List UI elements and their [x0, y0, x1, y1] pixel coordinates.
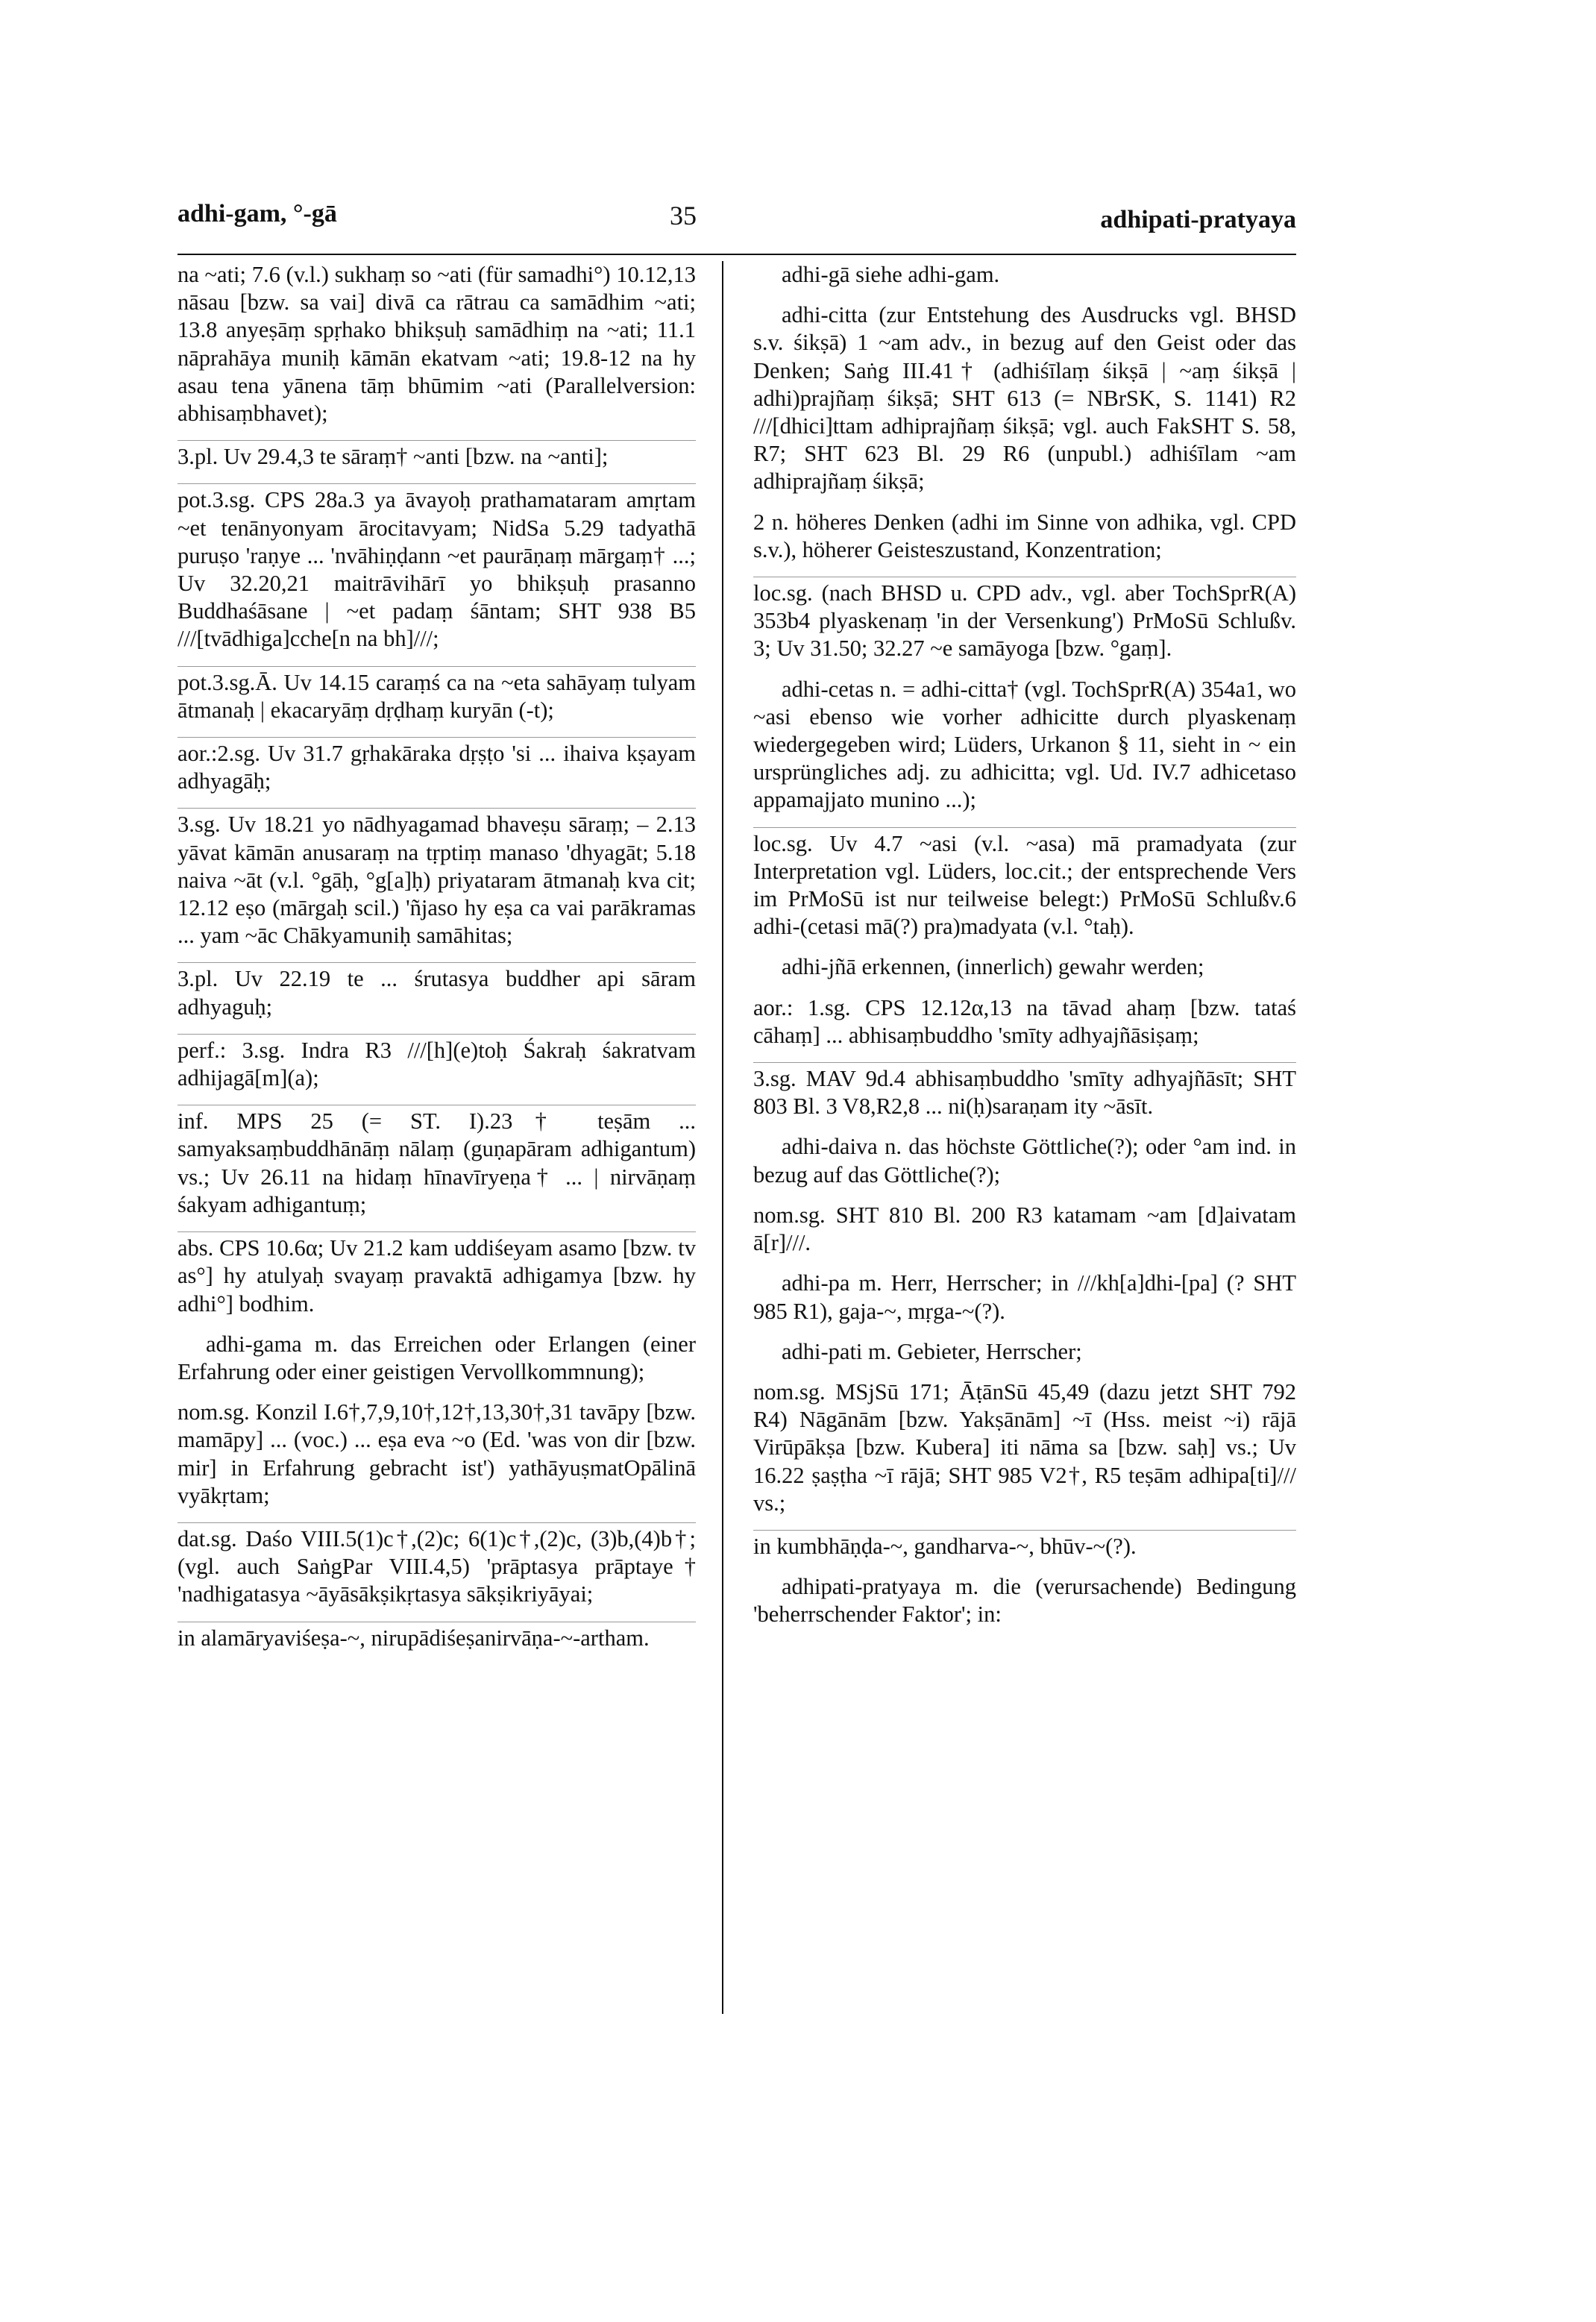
right-paragraph: nom.sg. SHT 810 Bl. 200 R3 katamam ~am [d]aivatam ā[r]///.: [753, 1202, 1296, 1256]
entry-adhi-cetas: adhi-cetas n. = adhi-citta† (vgl. TochSprR(A) 354a1, wo ~asi ebenso wie vorher adhicitte durch plyaskenaṃ wiedergegeben wird; Lüders, Urkanon § 11, sieht in ~ ein ursprüngliches adj. zu adhicitta; vgl. Ud. IV.7 adhicetaso appamajjato munino ...);: [753, 676, 1296, 813]
right-paragraph: 3.sg. MAV 9d.4 abhisaṃbuddho 'smīty adhyajñāsīt; SHT 803 Bl. 3 V8,R2,8 ... ni(ḥ)saraṇam ity ~āsīt.: [753, 1062, 1296, 1120]
right-column: [753, 261, 1296, 1642]
left-paragraph: abs. CPS 10.6α; Uv 21.2 kam uddiśeyam asamo [bzw. tv as°] hy atulyaḥ svayaṃ pravaktā adhigamya [bzw. hy adhi°] bodhim.: [177, 1231, 696, 1318]
left-paragraph: 3.pl. Uv 22.19 te ... śrutasya buddher api sāram adhyaguḥ;: [177, 962, 696, 1020]
entry-adhi-daiva: adhi-daiva n. das höchste Göttliche(?); oder °am ind. in bezug auf das Göttliche(?);: [753, 1134, 1296, 1187]
left-column: [177, 261, 696, 1665]
entry-adhi-gama: adhi-gama m. das Erreichen oder Erlangen (einer Erfahrung oder einer geistigen Vervollkommnung);: [177, 1331, 696, 1384]
right-paragraph: 2 n. höheres Denken (adhi im Sinne von adhika, vgl. CPD s.v.), höherer Geisteszustand, Konzentration;: [753, 509, 1296, 562]
entry-adhipati-pratyaya: adhipati-pratyaya m. die (verursachende) Bedingung 'beherrschender Faktor'; in:: [753, 1574, 1296, 1628]
entry-adhi-pa: adhi-pa m. Herr, Herrscher; in ///kh[a]dhi-[pa] (? SHT 985 R1), gaja-~, mṛga-~(?).: [753, 1270, 1296, 1324]
right-paragraph: in kumbhāṇḍa-~, gandharva-~, bhūv-~(?).: [753, 1530, 1296, 1560]
left-paragraph: pot.3.sg. CPS 28a.3 ya āvayoḥ prathamataram amṛtam ~et tenānyonyam ārocitavyam; NidSa 5.29 tadyathā puruṣo 'raṇye ... 'nvāhiṇḍann ~et paurāṇaṃ mārgaṃ† ...; Uv 32.20,21 maitrāvihārī yo bhikṣuḥ prasanno Buddhaśāsane | ~et padaṃ śāntam; SHT 938 B5 ///[tvādhiga]cche[n na bh]///;: [177, 483, 696, 653]
header-left-catchword: adhi-gam, °-gā: [177, 200, 337, 228]
entry-adhi-ga: adhi-gā siehe adhi-gam.: [782, 262, 1000, 287]
left-paragraph: 3.pl. Uv 29.4,3 te sāraṃ† ~anti [bzw. na ~anti];: [177, 440, 696, 471]
entry-adhi-jna: adhi-jñā erkennen, (innerlich) gewahr werden;: [782, 954, 1204, 980]
page-header: [177, 200, 1296, 252]
left-paragraph: na ~ati; 7.6 (v.l.) sukhaṃ so ~ati (für samadhi°) 10.12,13 nāsau [bzw. sa vai] divā ca rātrau ca samādhim ~ati; 13.8 anyeṣāṃ spṛhako bhikṣuḥ samādhiṃ na ~ati; 11.1 nāprahāya muniḥ kāmān ekatvam ~ati; 19.8-12 na hy asau tena yānena tāṃ bhūmim ~ati (Parallelversion: abhisaṃbhavet);: [177, 262, 696, 427]
left-paragraph: nom.sg. Konzil I.6†,7,9,10†,12†,13,30†,31 tavāpy [bzw. mamāpy] ... (voc.) ... eṣa eva ~o (Ed. 'was von dir [bzw. mir] in Erfahrung gebracht ist') yathāyuṣmatOpālinā vyākṛtam;: [177, 1399, 696, 1508]
header-rule: [177, 254, 1296, 255]
right-paragraph: aor.: 1.sg. CPS 12.12α,13 na tāvad ahaṃ [bzw. tataś cāhaṃ] ... abhisaṃbuddho 'smīty adhyajñāsiṣaṃ;: [753, 994, 1296, 1048]
right-paragraph: loc.sg. (nach BHSD u. CPD adv., vgl. aber TochSprR(A) 353b4 plyaskenaṃ 'in der Versenkung') PrMoSū Schlußv. 3; Uv 31.50; 32.27 ~e samāyoga [bzw. °gaṃ].: [753, 577, 1296, 663]
left-paragraph: aor.:2.sg. Uv 31.7 gṛhakāraka dṛṣṭo 'si ... ihaiva kṣayam adhyagāḥ;: [177, 737, 696, 795]
left-paragraph: in alamāryaviśeṣa-~, nirupādiśeṣanirvāṇa-~-artham.: [177, 1622, 696, 1652]
entry-adhi-pati: adhi-pati m. Gebieter, Herrscher;: [782, 1338, 1082, 1364]
entry-adhi-citta: adhi-citta (zur Entstehung des Ausdrucks vgl. BHSD s.v. śikṣā) 1 ~am adv., in bezug auf den Geist oder das Denken; Saṅg III.41† (adhiśīlaṃ śikṣā | ~aṃ śikṣā | adhi)prajñaṃ śikṣā; SHT 613 (= NBrSK, S. 1141) R2 ///[dhici]ttam adhiprajñaṃ śikṣā; vgl. auch FakSHT S. 58, R7; SHT 623 Bl. 29 R6 (unpubl.) adhiśīlam ~am adhiprajñaṃ śikṣā;: [753, 302, 1296, 495]
header-right-catchword: adhipati-pratyaya: [1100, 206, 1296, 233]
left-paragraph: dat.sg. Daśo VIII.5(1)c†,(2)c; 6(1)c†,(2)c, (3)b,(4)b†; (vgl. auch SaṅgPar VIII.4,5) 'prāptasya prāptaye† 'nadhigatasya ~āyāsākṣikṛtasya sākṣikriyāyai;: [177, 1522, 696, 1609]
page-number: 35: [670, 201, 697, 230]
left-paragraph: inf. MPS 25 (= ST. I).23† teṣām ... samyaksaṃbuddhānāṃ nālaṃ (guṇapāram adhigantum) vs.; Uv 26.11 na hidaṃ hīnavīryeṇa† ... | nirvāṇaṃ śakyam adhigantuṃ;: [177, 1105, 696, 1219]
left-paragraph: 3.sg. Uv 18.21 yo nādhyagamad bhaveṣu sāraṃ; – 2.13 yāvat kāmān anusaraṃ na tṛptiṃ manaso 'dhyagāt; 5.18 naiva ~āt (v.l. °gāḥ, °g[a]ḥ) priyataram ātmanaḥ kva cit; 12.12 eṣo (mārgaḥ scil.) 'ñjaso hy eṣa ca vai parākramas ... yam ~āc Chākyamuniḥ samāhitas;: [177, 808, 696, 950]
left-paragraph: perf.: 3.sg. Indra R3 ///[h](e)toḥ Śakraḥ śakratvam adhijagā[m](a);: [177, 1034, 696, 1092]
column-divider: [722, 261, 723, 2014]
left-paragraph: pot.3.sg.Ā. Uv 14.15 caraṃś ca na ~eta sahāyaṃ tulyam ātmanaḥ | ekacaryāṃ dṛḍhaṃ kuryān (-t);: [177, 666, 696, 724]
right-paragraph: nom.sg. MSjSū 171; ĀṭānSū 45,49 (dazu jetzt SHT 792 R4) Nāgānām [bzw. Yakṣānām] ~ī (Hss. meist ~i) rājā Virūpākṣa [bzw. Kubera] iti nāma sa [bzw. saḥ] vs.; Uv 16.22 ṣaṣṭha ~ī rājā; SHT 985 V2†, R5 teṣām adhipa[ti]/// vs.;: [753, 1378, 1296, 1516]
right-paragraph: loc.sg. Uv 4.7 ~asi (v.l. ~asa) mā pramadyata (zur Interpretation vgl. Lüders, loc.cit.; der entsprechende Vers im PrMoSū ist nur teilweise belegt:) PrMoSū Schlußv.6 adhi-(cetasi mā(?) pra)madyata (v.l. °taḥ).: [753, 827, 1296, 941]
